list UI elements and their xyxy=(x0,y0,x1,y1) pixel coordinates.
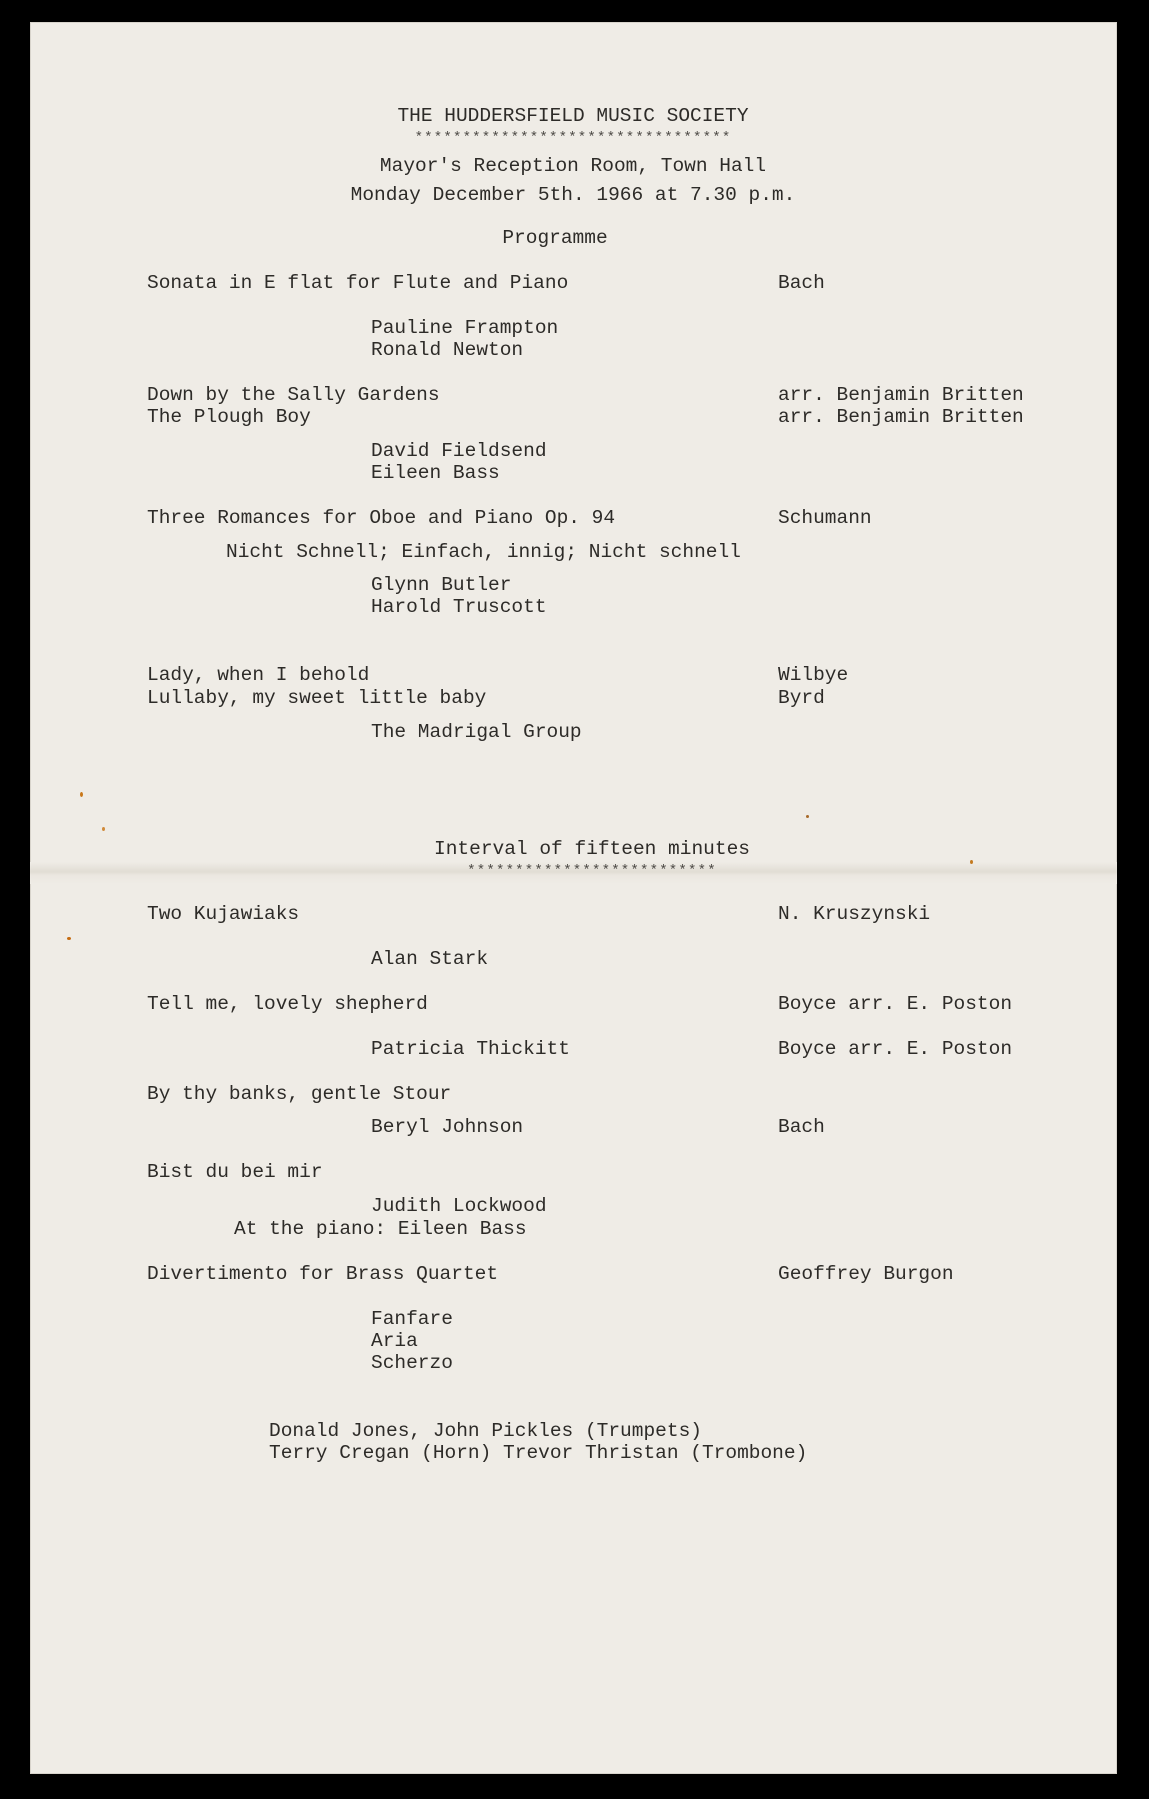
item4-title2: Lullaby, my sweet little baby xyxy=(147,687,487,709)
item5-composer: N. Kruszynski xyxy=(778,903,931,925)
header-stars: ********************************* xyxy=(414,130,732,146)
item9-movement2: Aria xyxy=(371,1330,418,1352)
interval-stars: ************************** xyxy=(467,863,717,879)
item7-title: By thy banks, gentle Stour xyxy=(147,1083,452,1105)
item2-title1: Down by the Sally Gardens xyxy=(147,384,440,406)
item1-composer: Bach xyxy=(778,272,825,294)
item9-title: Divertimento for Brass Quartet xyxy=(147,1263,499,1285)
item7-composer: Bach xyxy=(778,1116,825,1138)
item3-performer2: Harold Truscott xyxy=(371,596,547,618)
item2-composer2: arr. Benjamin Britten xyxy=(778,406,1024,428)
item6-title: Tell me, lovely shepherd xyxy=(147,993,428,1015)
item2-title2: The Plough Boy xyxy=(147,406,311,428)
item9-performers1: Donald Jones, John Pickles (Trumpets) xyxy=(269,1420,702,1442)
item9-movement1: Fanfare xyxy=(371,1308,453,1330)
paper-speck xyxy=(806,815,809,818)
programme-sheet xyxy=(30,22,1117,1774)
item5-title: Two Kujawiaks xyxy=(147,903,300,925)
item4-performer: The Madrigal Group xyxy=(371,721,582,743)
venue: Mayor's Reception Room, Town Hall xyxy=(379,155,767,177)
item4-title1: Lady, when I behold xyxy=(147,664,370,686)
item2-composer1: arr. Benjamin Britten xyxy=(778,384,1024,406)
concert-date: Monday December 5th. 1966 at 7.30 p.m. xyxy=(350,184,796,206)
paper-speck xyxy=(80,792,83,797)
paper-speck xyxy=(67,937,71,940)
item3-title: Three Romances for Oboe and Piano Op. 94 xyxy=(147,507,616,529)
item9-movement3: Scherzo xyxy=(371,1352,453,1374)
item3-movements: Nicht Schnell; Einfach, innig; Nicht schnell xyxy=(226,541,741,563)
item2-performer1: David Fieldsend xyxy=(371,440,547,462)
item1-performer2: Ronald Newton xyxy=(371,339,524,361)
item8-performer: Judith Lockwood xyxy=(371,1195,547,1217)
paper-speck xyxy=(102,827,105,831)
interval-label: Interval of fifteen minutes xyxy=(434,838,750,860)
item1-title: Sonata in E flat for Flute and Piano xyxy=(147,272,569,294)
item5-performer: Alan Stark xyxy=(371,948,489,970)
item6-performer: Patricia Thickitt xyxy=(371,1038,570,1060)
item4-composer2: Byrd xyxy=(778,687,825,709)
paper-speck xyxy=(970,860,973,864)
item9-performers2: Terry Cregan (Horn) Trevor Thristan (Trombone) xyxy=(269,1442,808,1464)
item2-performer2: Eileen Bass xyxy=(371,462,500,484)
item6-composer: Boyce arr. E. Poston xyxy=(778,993,1013,1015)
item3-composer: Schumann xyxy=(778,507,872,529)
item3-performer1: Glynn Butler xyxy=(371,574,512,596)
item4-composer1: Wilbye xyxy=(778,664,849,686)
item1-performer1: Pauline Frampton xyxy=(371,317,559,339)
item8-accompanist: At the piano: Eileen Bass xyxy=(234,1218,527,1240)
society-title: THE HUDDERSFIELD MUSIC SOCIETY xyxy=(397,105,749,127)
item7-performer: Beryl Johnson xyxy=(371,1116,524,1138)
item6-composer-repeat: Boyce arr. E. Poston xyxy=(778,1038,1013,1060)
item8-title: Bist du bei mir xyxy=(147,1161,323,1183)
item9-composer: Geoffrey Burgon xyxy=(778,1263,954,1285)
programme-label: Programme xyxy=(502,227,608,249)
